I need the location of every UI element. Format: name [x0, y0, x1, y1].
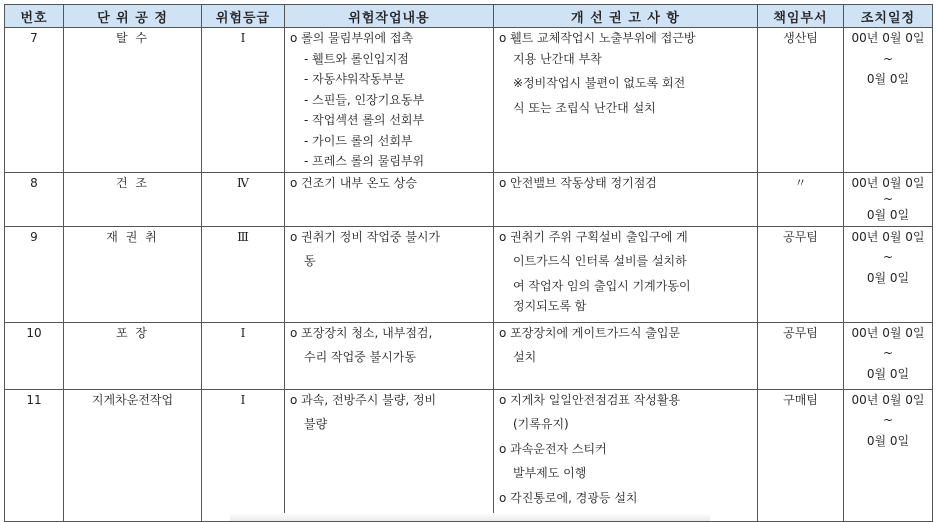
cell-grade: Ⅲ — [202, 226, 285, 322]
hazard-line: 불량 — [304, 417, 328, 431]
cell-unit: 탈 수 — [64, 28, 202, 173]
hazard-line: 동 — [304, 254, 316, 268]
hazard-line: - 휄트와 롤인입지점 — [304, 51, 409, 66]
cell-improvement — [494, 389, 758, 521]
cell-grade: Ⅰ — [202, 28, 285, 173]
cell-improvement — [494, 172, 758, 226]
cell-grade: Ⅰ — [202, 389, 285, 521]
improvement-line: o 포장장치에 게이트가드식 출입문 — [499, 325, 681, 340]
page-bottom-shadow — [230, 513, 710, 521]
cell-improvement — [494, 28, 758, 173]
schedule-start: 00년 0월 0일 — [851, 229, 925, 244]
cell-unit: 재 권 취 — [64, 226, 202, 322]
cell-no: 10 — [5, 322, 64, 389]
cell-schedule — [844, 226, 933, 322]
schedule-end: 0월 0일 — [866, 72, 910, 86]
table-row — [5, 389, 933, 521]
hazard-line: - 프레스 롤의 물림부위 — [304, 154, 425, 168]
hazard-line: - 자동샤워작동부분 — [304, 72, 405, 86]
schedule-start: 00년 0월 0일 — [851, 325, 925, 340]
schedule-end: 0월 0일 — [866, 208, 910, 222]
cell-hazard — [285, 172, 494, 226]
schedule-start: 00년 0월 0일 — [851, 31, 925, 45]
cell-no: 7 — [5, 28, 64, 173]
improvement-line: 설치 — [513, 350, 537, 364]
cell-hazard — [285, 322, 494, 389]
cell-schedule — [844, 322, 933, 389]
cell-schedule — [844, 389, 933, 521]
hazard-line: - 작업섹션 롤의 선회부 — [304, 113, 425, 127]
improvement-line: 발부제도 이행 — [513, 466, 587, 480]
cell-dept: 〃 — [758, 172, 844, 226]
cell-improvement — [494, 226, 758, 322]
cell-dept: 구매팀 — [758, 389, 844, 521]
improvement-line: o 각진통로에, 경광등 설치 — [499, 490, 638, 505]
improvement-line: 지용 난간대 부착 — [513, 51, 602, 66]
improvement-line: o 과속운전자 스티커 — [499, 441, 607, 456]
cell-dept: 공무팀 — [758, 226, 844, 322]
table-row — [5, 322, 933, 389]
schedule-end: 0월 0일 — [866, 366, 910, 381]
schedule-tilde: ~ — [882, 51, 894, 66]
cell-hazard — [285, 28, 494, 173]
cell-grade: Ⅳ — [202, 172, 285, 226]
header-no: 번호 — [5, 5, 64, 28]
cell-unit: 지게차운전작업 — [64, 389, 202, 521]
header-responsible-dept: 책임부서 — [758, 5, 844, 28]
header-schedule: 조치일정 — [844, 5, 933, 28]
hazard-line: - 가이드 롤의 선회부 — [304, 133, 413, 148]
header-hazard-content: 위험작업내용 — [285, 5, 494, 28]
header-risk-grade: 위험등급 — [202, 5, 285, 28]
schedule-tilde: ~ — [882, 250, 894, 264]
schedule-start: 00년 0월 0일 — [851, 175, 925, 190]
improvement-line: o 지게차 일일안전점검표 작성활용 — [499, 392, 681, 407]
cell-schedule — [844, 28, 933, 173]
cell-dept: 생산팀 — [758, 28, 844, 173]
table-row — [5, 172, 933, 226]
cell-unit: 건 조 — [64, 172, 202, 226]
table-row — [5, 28, 933, 173]
cell-unit: 포 장 — [64, 322, 202, 389]
schedule-tilde: ~ — [882, 413, 894, 427]
table-row — [5, 226, 933, 322]
hazard-line: o 건조기 내부 온도 상승 — [290, 175, 417, 190]
schedule-tilde: ~ — [882, 192, 894, 206]
hazard-line: 수리 작업중 불시가동 — [304, 350, 416, 364]
improvement-line: (기록유지) — [513, 417, 569, 431]
improvement-line: 이트가드식 인터록 설비를 설치하 — [513, 254, 687, 268]
cell-dept: 공무팀 — [758, 322, 844, 389]
cell-no: 8 — [5, 172, 64, 226]
schedule-end: 0월 0일 — [866, 270, 910, 285]
hazard-line: o 과속, 전방주시 불량, 정비 — [290, 392, 437, 407]
header-improvement: 개 선 권 고 사 항 — [494, 5, 758, 28]
header-unit-process: 단 위 공 정 — [64, 5, 202, 28]
hazard-line: o 포장장치 청소, 내부점검, — [290, 325, 433, 340]
hazard-line: - 스핀들, 인장기요동부 — [304, 92, 425, 107]
improvement-line: 여 작업자 임의 출입시 기계가동이 — [513, 278, 691, 293]
hazard-line: o 롤의 물림부위에 접촉 — [290, 31, 414, 45]
cell-grade: Ⅰ — [202, 322, 285, 389]
cell-schedule — [844, 172, 933, 226]
improvement-line: o 권취기 주위 구획설비 출입구에 게 — [499, 229, 688, 244]
cell-hazard — [285, 226, 494, 322]
risk-assessment-table — [4, 4, 933, 522]
improvement-line: ※정비작업시 불편이 없도록 회전 — [513, 76, 686, 90]
hazard-line: o 권취기 정비 작업중 불시가 — [290, 229, 441, 244]
cell-hazard — [285, 389, 494, 521]
cell-improvement — [494, 322, 758, 389]
improvement-line: o 안전밸브 작동상태 정기점검 — [499, 175, 657, 190]
header-row — [5, 5, 933, 28]
cell-no: 11 — [5, 389, 64, 521]
schedule-tilde: ~ — [882, 346, 894, 360]
improvement-line: 정지되도록 함 — [513, 299, 587, 313]
improvement-line: 식 또는 조립식 난간대 설치 — [513, 100, 656, 115]
improvement-line: o 휄트 교체작업시 노출부위에 접근방 — [499, 31, 696, 45]
schedule-start: 00년 0월 0일 — [851, 392, 925, 407]
schedule-end: 0월 0일 — [866, 433, 910, 448]
cell-no: 9 — [5, 226, 64, 322]
